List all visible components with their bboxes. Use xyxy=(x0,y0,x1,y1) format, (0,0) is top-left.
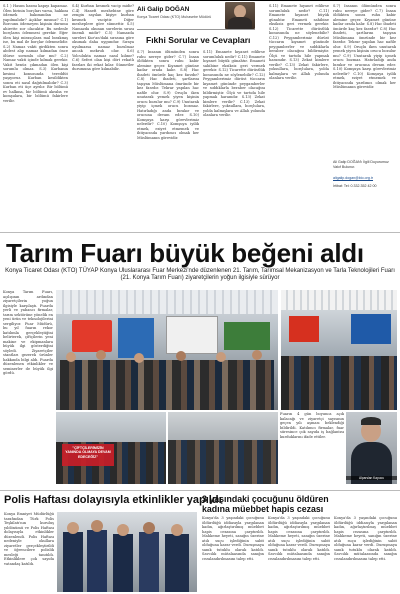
court-text-2: Konya'da 3 yaşındaki çocuğunu öldürdüğü iddiasıyla yargılanan kadın, ağırlaştırılmış müebbet hapis cezasına çarptırıldı. Mahkeme heyeti, sanığın üzerine atılı suçu işlediğinin sabit olduğuna karar verdi. Duruşmaya sanık tutuklu olarak katıldı. Savcılık mütalaasında sanığın cezalandırılmasını talep etti. xyxy=(268,516,330,561)
court-text-3: Konya'da 3 yaşındaki çocuğunu öldürdüğü iddiasıyla yargılanan kadın, ağırlaştırılmış müebbet hapis cezasına çarptırıldı. Mahkeme heyeti, sanığın üzerine atılı suçu işlediğinin sabit olduğuna karar verdi. Duruşmaya sanık tutuklu olarak katıldı. Savcılık mütalaasında sanığın cezalandırılmasını talep etti. xyxy=(334,516,397,561)
main-headline: Tarım Fuarı büyük beğeni aldı xyxy=(6,238,364,268)
main-subheadline: Konya Ticaret Odası (KTO) TÜYAP Konya Uluslararası Fuar Merkezi'nde düzenlenen 21. Tarım, Tarımsal Mekanizasyon ve Tarla Teknolojileri Fuarı (21. Konya Tarım Fuarı) ziyaretçilerin yoğun ilgisiyle sürüyor xyxy=(5,268,395,282)
quote-box xyxy=(62,444,114,466)
column-center-text: S.7) İnsanın ölümünden sonra ruhu nereye gider? C.7) İnsan öldükten sonra ruhu kabir alemine geçer. Kıyamet gününe kadar orada kalır. S.8) Hac ibadeti ömürde kaç kez farzdır? C.8) Hac ibadeti, şartlarını taşıyan Müslümana ömründe bir kez farzdır. Tekrar yapılan hac nafile olur. S.9) Oruçlu iken unutarak yemek yiyen kişinin orucu bozulur mu? C.9) Unutarak yiyip içmek orucu bozmaz. Hatırladığı anda bırakır ve orucuna devam eder. S.10) Komşuya karşı görevlerimiz nelerdir? C.10) Komşuya iyilik etmek, eziyet etmemek ve ihtiyacında yardımcı olmak her Müslümanın görevidir. xyxy=(137,50,199,140)
court-headline-line1: 3 yaşındaki çocuğunu öldüren xyxy=(202,494,329,504)
photo-caption: Alparslan Kapucu xyxy=(346,476,397,480)
portrait-photo xyxy=(346,412,397,484)
author-role: Konya Ticaret Odası (KTO) Muhasebe Müdürü xyxy=(137,15,212,19)
contact-label: Ali Galip DOĞAN'ı İlgili Duyurumuz Vakıf Bulunur. xyxy=(333,160,389,169)
main-col3-text: Fuarın 4 gün boyunca açık kalacağı ve ziyaretçi sayısının geçen yılı aşması beklendiği bildirildi. Katılımcı firmalar, fuar süresince çok sayıda iş bağlantısı kurduklarını ifade ettiler. xyxy=(280,412,344,439)
column-farright-text: S.7) İnsanın ölümünden sonra ruhu nereye gider? C.7) İnsan öldükten sonra ruhu kabir alemine geçer. Kıyamet gününe kadar orada kalır. S.8) Hac ibadeti ömürde kaç kez farzdır? C.8) Hac ibadeti, şartlarını taşıyan Müslümana ömründe bir kez farzdır. Tekrar yapılan hac nafile olur. S.9) Oruçlu iken unutarak yemek yiyen kişinin orucu bozulur mu? C.9) Unutarak yiyip içmek orucu bozmaz. Hatırladığı anda bırakır ve orucuna devam eder. S.10) Komşuya karşı görevlerimiz nelerdir? C.10) Komşuya iyilik etmek, eziyet etmemek ve ihtiyacında yardımcı olmak her Müslümanın görevidir. xyxy=(333,4,396,89)
police-headline: Polis Haftası dolayısıyla etkinlikler yapıldı xyxy=(4,494,222,506)
fair-photo-bottom-mid xyxy=(168,412,278,484)
police-photo xyxy=(57,512,197,592)
fair-photo xyxy=(56,290,278,410)
contact-phone: İrtibat: Tel: 0.332.352 42 00 xyxy=(333,184,377,188)
police-text: Konya Emniyet Müdürlüğü tarafından Türk Polis Teşkilatı'nın kuruluş yıldönümü ve Polis Haftası dolayısıyla etkinlikler düzenlendi. Polis Haftası nedeniyle okullara ziyaretler gerçekleştirildi ve öğrencilere polislik mesleği tanıtıldı. Etkinliklere çok sayıda vatandaş katıldı. xyxy=(4,512,54,566)
fair-photo-right xyxy=(281,290,397,410)
column-title-rule xyxy=(137,29,255,30)
author-photo xyxy=(225,2,255,29)
section-divider-top xyxy=(0,232,400,233)
top-rule xyxy=(0,0,400,1)
court-text-1: Konya'da 3 yaşındaki çocuğunu öldürdüğü iddiasıyla yargılanan kadın, ağırlaştırılmış müebbet hapis cezasına çarptırıldı. Mahkeme heyeti, sanığın üzerine atılı suçu işlediğinin sabit olduğuna karar verdi. Duruşmaya sanık tutuklu olarak katıldı. Savcılık mütalaasında sanığın cezalandırılmasını talep etti. xyxy=(202,516,264,561)
contact-email[interactable]: aligalip.dogan@kto.org.tr xyxy=(333,176,374,180)
author-name: Ali Galip DOĞAN xyxy=(137,6,190,13)
main-col1-text: Konya Tarım Fuarı, açılışının ardından ziyaretçilerin yoğun ilgisiyle karşılaştı. Fuarda yerli ve yabancı firmalar, tarım sektörüne yönelik en yeni ürün ve teknolojilerini sergiliyor. Fuar Müdürü, bu yıl fuarın rekor katılımla gerçekleştiğini belirterek, çiftçilerin yeni makine ve ekipmanlara büyük ilgi gösterdiğini söyledi. Ziyaretçiler stantları gezerek ürünler hakkında bilgi aldı. Fuarda düzenlenen etkinlikler ve seminerler de büyük ilgi gördü. xyxy=(3,290,53,375)
column-right-text: S.11) Emanete hıyanet edilirse sorumluluk nedir? C.11) Emanete hıyanet büyük günahtır. Emaneti sahibine eksiksiz geri vermek gerekir. S.12) Ticarette dürüstlük konusunda ne söylenebilir? C.12) Peygamberimiz dürüst tüccarın kıyamet gününde peygamberler ve sıddıklarla beraber olacağını bildirmiştir. Ölçü ve tartıda hile yapmak haramdır. S.13) Zekat kimlere verilir? C.13) Zekat fakirlere, yoksullara, borçlulara, yolda kalmışlara ve Allah yolunda olanlara verilir. xyxy=(269,4,329,80)
section-divider-bottom xyxy=(0,490,400,491)
columnist-header xyxy=(137,4,257,28)
court-headline-line2: kadına müebbet hapis cezası xyxy=(202,504,324,514)
column-center2-text: S.11) Emanete hıyanet edilirse sorumluluk nedir? C.11) Emanete hıyanet büyük günahtır. Emaneti sahibine eksiksiz geri vermek gerekir. S.12) Ticarette dürüstlük konusunda ne söylenebilir? C.12) Peygamberimiz dürüst tüccarın kıyamet gününde peygamberler ve sıddıklarla beraber olacağını bildirmiştir. Ölçü ve tartıda hile yapmak haramdır. S.13) Zekat kimlere verilir? C.13) Zekat fakirlere, yoksullara, borçlulara, yolda kalmışlara ve Allah yolunda olanlara verilir. xyxy=(203,50,265,117)
column-mid-text: S.4) Kurban kesmek vacip midir? C.4) Hanefi mezhebine göre zengin sayılan kişiye kurban kesmek vaciptir. Diğer mezheplere göre sünnettir. S.5) Namazda okunan surelerin sırası önemli midir? C.5) Namazda sureleri Kur'an'daki sırasına göre okumak daha uygundur. Sıraya uyulmazsa namaz bozulmaz ancak mekruh olur. S.6) Yolculukta namaz nasıl kılınır? C.6) Seferi olan kişi dört rekatlı farzları iki rekat kılar. Sünnetler durumuna göre kılınabilir. xyxy=(72,4,134,71)
column-title: Fıkhi Sorular ve Cevapları xyxy=(146,35,251,45)
column-left-text: S.1 ) Hasım hasmı kapıyı kapamaz. Ölen birinin borçları varsa, hakkını ödemek bakımından ne yapılmalıdır? Açıklar mısınız? C.1) Borcunu ödemeyen kişinin durumu ahirette zor olacaktır. Bu nedenle borçların ödenmesi gerekir. Eğer ölen kişi mirasçılara mal bırakmış ise, bu mal ile borçlar ödenmelidir. S.2) Namaz vakti girdikten sonra abdest alıp namaz kılmadan önce ölürse sorumlu olur mu? C.2) Namaz vakti içinde kılmak gerekir. Vakit henüz çıkmadan ölen kişi sorumlu olmaz. S.3) Kurbanın kesimi konusunda tereddüt yaşıyoruz. Kurban kesildikten sonra eti nasıl dağıtılmalıdır? C.3) Kurban eti üçe ayrılır. Bir bölümü ev halkına, bir bölümü akraba ve komşulara, bir bölümü fakirlere verilir. xyxy=(3,4,68,103)
quote-text: "ÇİFTÇİLERİMİZİN YANINDA OLMAYA DEVAM EDECEĞİZ" xyxy=(65,446,111,459)
